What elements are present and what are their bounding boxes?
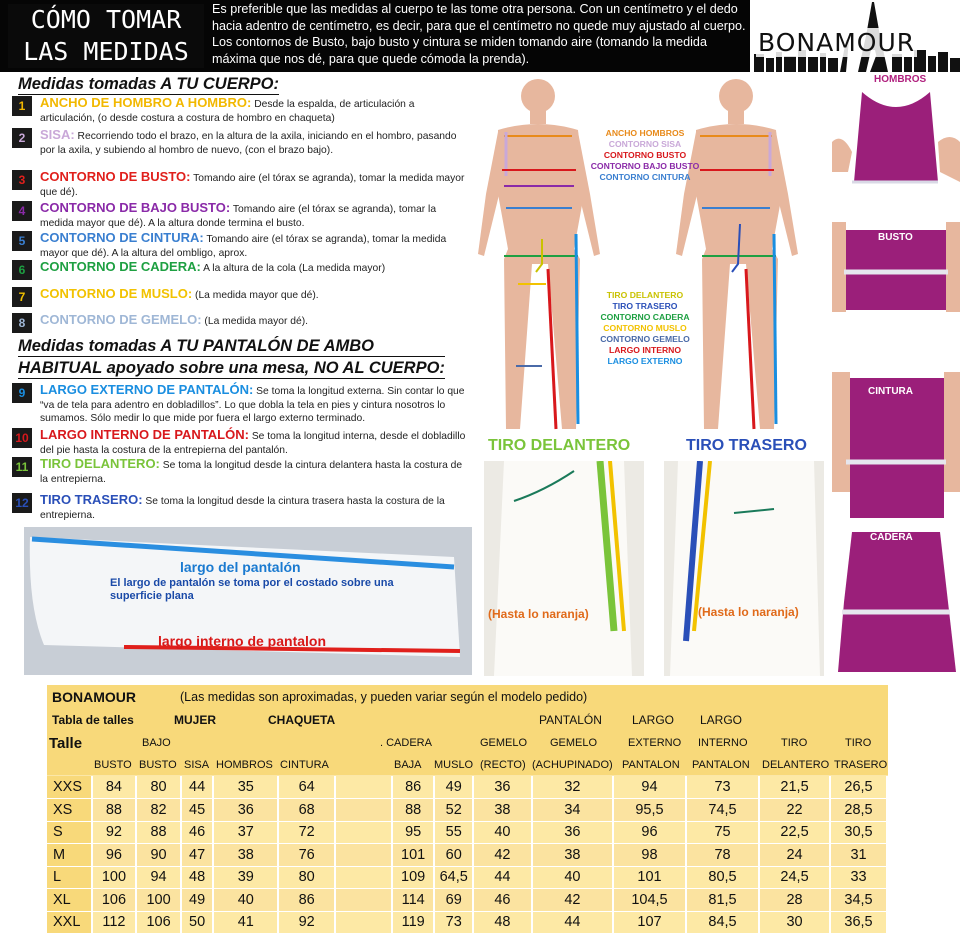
item-text	[40, 96, 472, 125]
measurement-item	[12, 170, 472, 199]
col-pantalon-int: PANTALON	[692, 759, 750, 771]
item-text	[40, 231, 472, 260]
measurement-item	[12, 260, 472, 276]
value-cell: 30,5	[830, 821, 887, 844]
value-cell: 64,5	[434, 866, 473, 889]
value-cell: 73	[686, 776, 759, 799]
item-name: SISA:	[40, 127, 75, 142]
legend-entry: TIRO DELANTERO	[606, 290, 684, 300]
label-tiro-trasero: TIRO TRASERO	[686, 437, 807, 454]
legend-entry: ANCHO HOMBROS	[605, 128, 685, 138]
value-cell: 84,5	[686, 911, 759, 934]
item-text	[40, 383, 472, 426]
value-cell: 80	[136, 776, 181, 799]
label-hasta-naranja-1: (Hasta lo naranja)	[488, 607, 589, 621]
item-name: CONTORNO DE BAJO BUSTO:	[40, 200, 231, 215]
label-tiro-delantero: TIRO DELANTERO	[488, 437, 631, 454]
value-cell: 106	[92, 889, 137, 912]
measurement-item	[12, 493, 472, 522]
intro-text: Es preferible que las medidas al cuerpo te las tome otra persona. Con un centímetro y el dedo hacia adentro de centímetro, es decir, para que el centímetro no quede muy ajustado al cuerpo. Los contornos de Busto, bajo busto y cintura se miden tomando aire (tomando la medida máxima que nos dé, para que quede cómoda la prenda).	[212, 2, 746, 66]
value-cell: 68	[278, 799, 335, 822]
item-text	[40, 428, 472, 457]
value-cell: 95,5	[613, 799, 686, 822]
page-title	[8, 4, 204, 68]
legend-entry: CONTORNO BUSTO	[603, 150, 687, 160]
table-row	[47, 911, 887, 934]
value-cell: 75	[686, 821, 759, 844]
legend-entry: LARGO EXTERNO	[607, 356, 683, 366]
table-pantalon-label: PANTALÓN	[539, 713, 602, 727]
value-cell: 112	[92, 911, 137, 934]
value-cell: 21,5	[759, 776, 830, 799]
legend-entry: CONTORNO SISA	[608, 139, 682, 149]
item-number-badge: 4	[12, 201, 32, 221]
label-largo-note: El largo de pantalón se toma por el costado sobre una superficie plana	[110, 577, 394, 602]
table-talle-label: Talle	[49, 735, 83, 752]
item-number-badge: 3	[12, 170, 32, 190]
item-description: Se toma la longitud interna, desde el dobladillo del pie hasta la costura de la entrepierna del pantalón.	[40, 431, 466, 456]
value-cell: 41	[213, 911, 278, 934]
value-cell: 114	[392, 889, 435, 912]
table-row	[47, 866, 887, 889]
item-text	[40, 313, 472, 329]
pants-back-photo	[664, 461, 824, 676]
item-name: CONTORNO DE BUSTO:	[40, 169, 191, 184]
item-text	[40, 287, 472, 303]
value-cell: 30	[759, 911, 830, 934]
item-number-badge: 9	[12, 383, 32, 403]
item-description: Se toma la longitud desde la cintura delantera hasta la costura de la entrepierna.	[40, 460, 463, 485]
item-number-badge: 6	[12, 260, 32, 280]
value-cell: 31	[830, 844, 887, 867]
value-cell: 64	[278, 776, 335, 799]
item-description: Desde la espalda, de articulación a articulación, (o desde costura a costura de hombro en chaqueta)	[40, 99, 415, 124]
value-cell: 60	[434, 844, 473, 867]
legend-entry: TIRO TRASERO	[612, 301, 678, 311]
item-description: A la altura de la cola (La medida mayor)	[200, 263, 386, 274]
value-cell: 88	[392, 799, 435, 822]
table-chaqueta-label: CHAQUETA	[268, 713, 336, 727]
value-cell: 88	[136, 821, 181, 844]
table-row	[47, 776, 887, 799]
value-cell: 26,5	[830, 776, 887, 799]
table-cadera-label: . CADERA	[380, 737, 432, 749]
value-cell: 96	[92, 844, 137, 867]
label-largo-pantalon: largo del pantalón	[180, 559, 301, 575]
value-cell: 49	[181, 889, 213, 912]
value-cell: 40	[532, 866, 613, 889]
value-cell: 36	[532, 821, 613, 844]
value-cell: 28,5	[830, 799, 887, 822]
value-cell: 22	[759, 799, 830, 822]
col-muslo: MUSLO	[434, 759, 474, 771]
table-bajo-label: BAJO	[142, 737, 171, 749]
table-row	[47, 799, 887, 822]
item-number-badge: 7	[12, 287, 32, 307]
value-cell: 36	[473, 776, 532, 799]
value-cell: 100	[136, 889, 181, 912]
value-cell	[335, 889, 392, 912]
section-pants-line-2: HABITUAL apoyado sobre una mesa, NO AL CUERPO:	[18, 359, 445, 377]
item-name: TIRO DELANTERO:	[40, 456, 160, 471]
value-cell: 32	[532, 776, 613, 799]
value-cell	[335, 866, 392, 889]
section-pants-title	[18, 337, 445, 379]
legend-entry: CONTORNO GEMELO	[600, 334, 690, 344]
col-busto: BUSTO	[94, 759, 132, 771]
col-baja: BAJA	[394, 759, 422, 771]
value-cell: 42	[532, 889, 613, 912]
size-cell: XS	[47, 799, 92, 822]
value-cell: 92	[278, 911, 335, 934]
item-description: Se toma la longitud desde la cintura trasera hasta la costura de la entrepierna.	[40, 496, 445, 521]
table-gemelo-2: GEMELO	[550, 737, 598, 749]
item-text	[40, 457, 472, 486]
col-achupinado: (ACHUPINADO)	[532, 759, 613, 771]
table-row	[47, 844, 887, 867]
item-name: ANCHO DE HOMBRO A HOMBRO:	[40, 95, 252, 110]
pants-front-photo	[484, 461, 644, 676]
model-illustration	[832, 72, 960, 672]
value-cell	[335, 776, 392, 799]
legend-entry: CONTORNO BAJO BUSTO	[590, 161, 700, 171]
title-line-2: LAS MEDIDAS	[23, 37, 189, 66]
value-cell	[335, 844, 392, 867]
value-cell: 46	[473, 889, 532, 912]
value-cell	[335, 821, 392, 844]
item-name: CONTORNO DE CADERA:	[40, 259, 201, 274]
measurement-item	[12, 428, 472, 457]
table-tiro-1: TIRO	[781, 737, 808, 749]
item-name: LARGO INTERNO DE PANTALÓN:	[40, 427, 249, 442]
value-cell: 84	[92, 776, 137, 799]
value-cell	[335, 799, 392, 822]
item-number-badge: 11	[12, 457, 32, 477]
size-table-body	[47, 776, 888, 934]
item-number-badge: 8	[12, 313, 32, 333]
value-cell: 92	[92, 821, 137, 844]
section-pants-line-1: Medidas tomadas A TU PANTALÓN DE AMBO	[18, 337, 445, 357]
value-cell: 35	[213, 776, 278, 799]
value-cell: 38	[473, 799, 532, 822]
measurement-item	[12, 128, 472, 157]
measurement-item	[12, 287, 472, 303]
value-cell: 24	[759, 844, 830, 867]
item-number-badge: 2	[12, 128, 32, 148]
value-cell: 106	[136, 911, 181, 934]
size-cell: XXL	[47, 911, 92, 934]
logo-text: BONAMOUR	[758, 28, 916, 57]
value-cell: 44	[532, 911, 613, 934]
item-description: Se toma la longitud externa. Sin contar lo que “va de tela para adentro en dobladillos”. Lo que dobla la tela en pies y cintura nosotros lo sumamos. Sólo medir lo que mide por fuera el largo externo terminado.	[40, 386, 465, 424]
value-cell: 46	[181, 821, 213, 844]
label-hombros: HOMBROS	[874, 74, 927, 85]
value-cell: 101	[392, 844, 435, 867]
value-cell: 44	[473, 866, 532, 889]
item-number-badge: 12	[12, 493, 32, 513]
item-description: (La medida mayor dé).	[201, 316, 308, 327]
measurement-item	[12, 313, 472, 329]
value-cell: 81,5	[686, 889, 759, 912]
size-cell: XL	[47, 889, 92, 912]
size-cell: L	[47, 866, 92, 889]
table-row	[47, 889, 887, 912]
value-cell: 94	[613, 776, 686, 799]
value-cell: 44	[181, 776, 213, 799]
section-body-title: Medidas tomadas A TU CUERPO:	[18, 75, 279, 93]
item-name: CONTORNO DE GEMELO:	[40, 312, 202, 327]
table-brand: BONAMOUR	[52, 689, 136, 705]
value-cell: 42	[473, 844, 532, 867]
table-note: (Las medidas son aproximadas, y pueden variar según el modelo pedido)	[180, 690, 588, 704]
col-sisa: SISA	[184, 759, 210, 771]
value-cell: 88	[92, 799, 137, 822]
value-cell: 28	[759, 889, 830, 912]
label-cadera: CADERA	[870, 532, 913, 543]
value-cell: 109	[392, 866, 435, 889]
legend-entry: CONTORNO CADERA	[600, 312, 690, 322]
brand-logo	[750, 0, 960, 72]
value-cell: 80	[278, 866, 335, 889]
value-cell: 40	[473, 821, 532, 844]
item-text	[40, 201, 472, 230]
value-cell: 37	[213, 821, 278, 844]
value-cell: 86	[278, 889, 335, 912]
value-cell: 45	[181, 799, 213, 822]
value-cell: 52	[434, 799, 473, 822]
value-cell: 78	[686, 844, 759, 867]
size-cell: XXS	[47, 776, 92, 799]
value-cell: 104,5	[613, 889, 686, 912]
value-cell: 107	[613, 911, 686, 934]
size-cell: M	[47, 844, 92, 867]
label-largo-interno: largo interno de pantalon	[158, 633, 327, 649]
value-cell: 38	[532, 844, 613, 867]
value-cell: 22,5	[759, 821, 830, 844]
col-pantalon-ext: PANTALON	[622, 759, 680, 771]
value-cell: 39	[213, 866, 278, 889]
table-tabla-label: Tabla de talles	[52, 713, 134, 727]
value-cell: 34,5	[830, 889, 887, 912]
item-name: CONTORNO DE MUSLO:	[40, 286, 193, 301]
measurement-item	[12, 96, 472, 125]
legend-entry: LARGO INTERNO	[608, 345, 682, 355]
table-interno: INTERNO	[698, 737, 748, 749]
item-description: Tomando aire (el tórax se agranda), tomar la medida mayor que dé).	[40, 173, 465, 198]
item-name: TIRO TRASERO:	[40, 492, 143, 507]
value-cell: 95	[392, 821, 435, 844]
title-line-1: CÓMO TOMAR	[30, 5, 182, 34]
value-cell: 47	[181, 844, 213, 867]
value-cell	[335, 911, 392, 934]
table-gemelo-1: GEMELO	[480, 737, 528, 749]
value-cell: 98	[613, 844, 686, 867]
value-cell: 40	[213, 889, 278, 912]
value-cell: 24,5	[759, 866, 830, 889]
value-cell: 76	[278, 844, 335, 867]
value-cell: 69	[434, 889, 473, 912]
value-cell: 73	[434, 911, 473, 934]
model-photos	[832, 72, 960, 672]
item-text	[40, 493, 472, 522]
value-cell: 34	[532, 799, 613, 822]
value-cell: 72	[278, 821, 335, 844]
size-cell: S	[47, 821, 92, 844]
value-cell: 36	[213, 799, 278, 822]
value-cell: 74,5	[686, 799, 759, 822]
measurement-item	[12, 383, 472, 426]
item-number-badge: 5	[12, 231, 32, 251]
value-cell: 86	[392, 776, 435, 799]
value-cell: 80,5	[686, 866, 759, 889]
value-cell: 50	[181, 911, 213, 934]
col-bajo-busto: BUSTO	[139, 759, 177, 771]
value-cell: 36,5	[830, 911, 887, 934]
item-number-badge: 10	[12, 428, 32, 448]
legend-lower	[590, 290, 700, 367]
item-description: (La medida mayor que dé).	[192, 290, 319, 301]
item-text	[40, 170, 472, 199]
value-cell: 55	[434, 821, 473, 844]
item-description: Tomando aire (el tórax se agranda), tomar la medida mayor que dé). A la altura donde termina el busto.	[40, 204, 437, 229]
item-description: Tomando aire (el tórax se agranda), tomar la medida mayor que dé). A la altura del ombligo, aprox.	[40, 234, 447, 259]
value-cell: 38	[213, 844, 278, 867]
value-cell: 100	[92, 866, 137, 889]
value-cell: 94	[136, 866, 181, 889]
legend-entry: CONTORNO MUSLO	[603, 323, 687, 333]
table-externo: EXTERNO	[628, 737, 682, 749]
table-row	[47, 821, 887, 844]
value-cell: 96	[613, 821, 686, 844]
value-cell: 90	[136, 844, 181, 867]
legend-upper	[590, 128, 700, 183]
value-cell: 49	[434, 776, 473, 799]
measurement-item	[12, 231, 472, 260]
col-trasero: TRASERO	[834, 759, 888, 771]
item-name: LARGO EXTERNO DE PANTALÓN:	[40, 382, 254, 397]
legend-entry: CONTORNO CINTURA	[599, 172, 691, 182]
col-cintura: CINTURA	[280, 759, 329, 771]
item-description: Recorriendo todo el brazo, en la altura de la axila, iniciando en el hombro, pasando por la axila, y subiendo al hombro de nuevo, (con el brazo bajo).	[40, 131, 457, 156]
value-cell: 48	[181, 866, 213, 889]
item-name: CONTORNO DE CINTURA:	[40, 230, 204, 245]
value-cell: 48	[473, 911, 532, 934]
item-number-badge: 1	[12, 96, 32, 116]
label-hasta-naranja-2: (Hasta lo naranja)	[698, 605, 799, 619]
table-largo-1: LARGO	[632, 713, 675, 727]
col-delantero: DELANTERO	[762, 759, 830, 771]
col-recto: (RECTO)	[480, 759, 526, 771]
measurement-item	[12, 201, 472, 230]
measurement-item	[12, 457, 472, 486]
item-text	[40, 260, 472, 276]
col-hombros: HOMBROS	[216, 759, 273, 771]
label-busto: BUSTO	[878, 232, 913, 243]
trouser-flat-photo	[24, 527, 472, 675]
label-cintura: CINTURA	[868, 386, 913, 397]
table-largo-2: LARGO	[700, 713, 743, 727]
value-cell: 119	[392, 911, 435, 934]
header-banner	[0, 0, 960, 72]
value-cell: 82	[136, 799, 181, 822]
table-tiro-2: TIRO	[845, 737, 872, 749]
item-text	[40, 128, 472, 157]
value-cell: 33	[830, 866, 887, 889]
value-cell: 101	[613, 866, 686, 889]
table-mujer-label: MUJER	[174, 713, 217, 727]
